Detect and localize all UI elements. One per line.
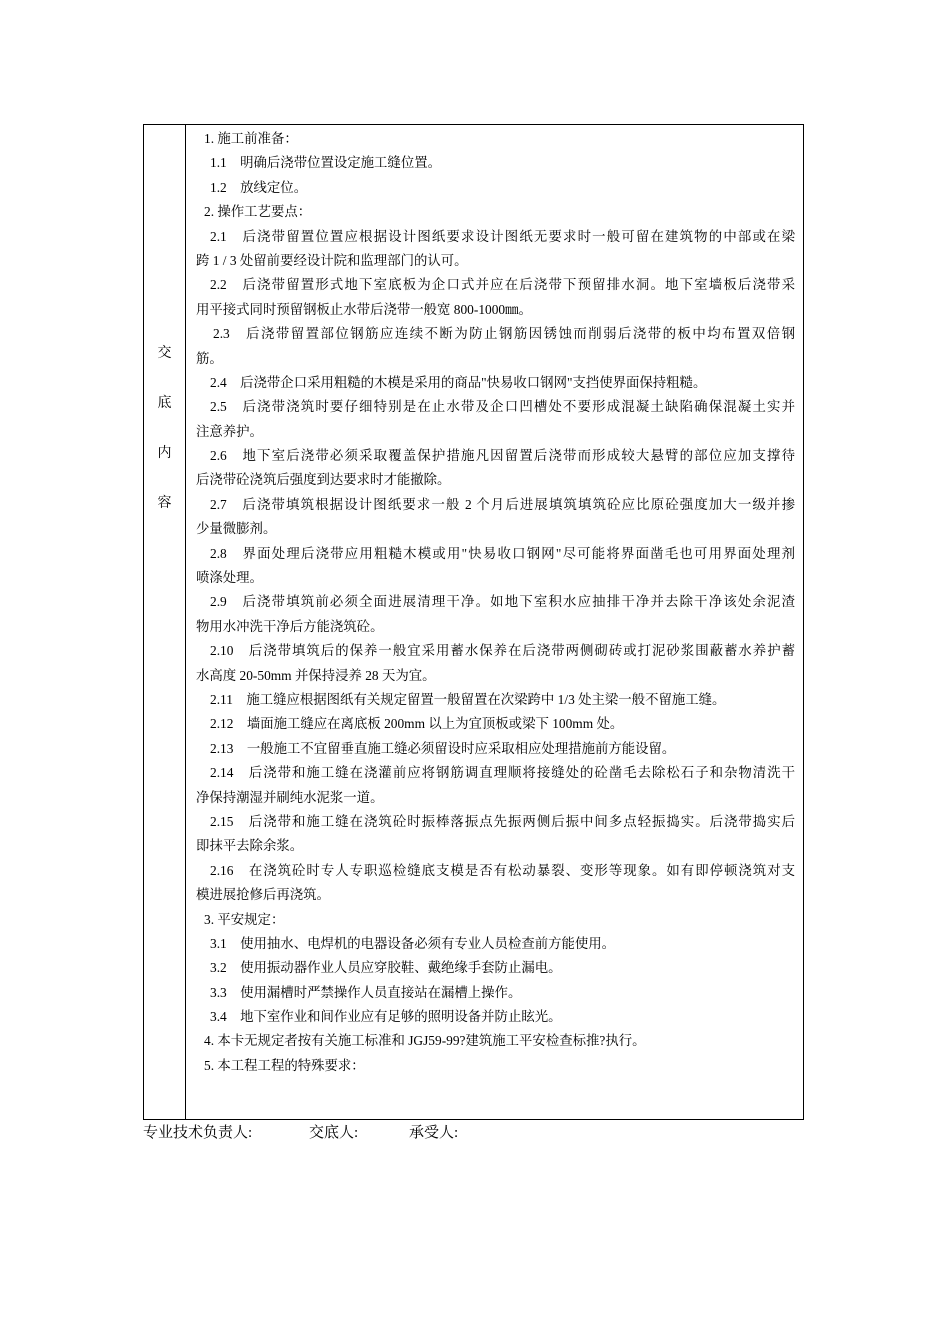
tech-lead-label: 专业技术负责人: (143, 1125, 253, 1141)
list-item: 2.1 后浇带留置位置应根据设计图纸要求设计图纸无要求时一般可留在建筑物的中部或在梁 (210, 228, 795, 244)
list-item-continuation: 跨 1 / 3 处留前要经设计院和监理部门的认可。 (196, 252, 468, 268)
section-label-char: 容 (157, 496, 172, 511)
section-heading: 4. 本卡无规定者按有关施工标准和 JGJ59-99?建筑施工平安检查标推?执行。 (204, 1033, 646, 1049)
section-heading: 5. 本工程工程的特殊要求： (204, 1057, 365, 1073)
list-item: 2.9 后浇带填筑前必须全面进展清理干净。如地下室积水应抽排干净并去除干净该处余泥渣 (210, 594, 795, 610)
list-item: 3.3 使用漏槽时严禁操作人员直接站在漏槽上操作。 (210, 984, 522, 1000)
list-item-continuation: 模进展抢修后再浇筑。 (196, 887, 330, 903)
list-item-continuation: 物用水冲洗干净后方能浇筑砼。 (196, 618, 384, 634)
list-item: 2.6 地下室后浇带必须采取覆盖保护措施凡因留置后浇带而形成较大悬臂的部位应加支撑待 (210, 448, 795, 464)
list-item: 2.16 在浇筑砼时专人专职巡检缝底支模是否有松动暴裂、变形等现象。如有即停顿浇筑对支 (210, 862, 795, 878)
list-item-continuation: 少量微膨剂。 (196, 521, 277, 537)
list-item-continuation: 筋。 (196, 350, 223, 366)
list-item: 3.4 地下室作业和间作业应有足够的照明设备并防止眩光。 (210, 1009, 562, 1025)
list-item: 3.2 使用振动器作业人员应穿胶鞋、戴绝缘手套防止漏电。 (210, 960, 562, 976)
list-item: 1.2 放线定位。 (210, 179, 308, 195)
list-item: 2.10 后浇带填筑后的保养一般宜采用蓄水保养在后浇带两侧砌砖或打泥砂浆围蔽蓄水养护蓄 (210, 643, 795, 659)
section-heading: 3. 平安规定： (204, 911, 285, 927)
list-item: 2.8 界面处理后浇带应用粗糙木模或用"快易收口钢网"尽可能将界面凿毛也可用界面处理剂 (210, 545, 795, 561)
section-heading: 1. 施工前准备： (204, 131, 298, 146)
section-label-char: 交 (157, 346, 172, 361)
list-item: 2.7 后浇带填筑根据设计图纸要求一般 2 个月后进展填筑填筑砼应比原砼强度加大一级并掺 (210, 496, 795, 512)
list-item-continuation: 水高度 20-50mm 并保持浸养 28 天为宜。 (196, 667, 436, 683)
signature-footer (143, 1122, 804, 1144)
list-item-continuation: 净保持潮湿并刷纯水泥浆一道。 (196, 789, 384, 805)
list-item-continuation: 后浇带砼浇筑后强度到达要求时才能撤除。 (196, 472, 451, 488)
list-item: 2.5 后浇带浇筑时要仔细特别是在止水带及企口凹槽处不要形成混凝土缺陷确保混凝土实并 (210, 399, 795, 415)
list-item: 2.13 一般施工不宜留垂直施工缝必须留设时应采取相应处理措施前方能设留。 (210, 740, 676, 756)
list-item: 2.2 后浇带留置形式地下室底板为企口式并应在后浇带下预留排水洞。地下室墙板后浇带采 (210, 277, 795, 293)
list-item: 2.12 墙面施工缝应在离底板 200mm 以上为宜顶板或梁下 100mm 处。 (210, 716, 624, 732)
list-item: 2.11 施工缝应根据图纸有关规定留置一般留置在次梁跨中 1/3 处主梁一般不留施工缝。 (210, 691, 726, 707)
list-item-continuation: 即抹平去除余浆。 (196, 838, 304, 854)
section-label-column (144, 125, 186, 1119)
list-item: 2.14 后浇带和施工缝在浇灌前应将钢筋调直理顺将接缝处的砼凿毛去除松石子和杂物清洗干 (210, 765, 795, 781)
section-label-char: 内 (157, 446, 172, 461)
list-item: 2.4 后浇带企口采用粗糙的木模是采用的商品"快易收口钢网"支挡使界面保持粗糙。 (210, 374, 707, 390)
handover-person-label: 交底人: (309, 1125, 359, 1141)
list-item: 1.1 明确后浇带位置设定施工缝位置。 (210, 155, 441, 171)
section-label-char: 底 (157, 396, 172, 411)
list-item: 2.15 后浇带和施工缝在浇筑砼时振棒落振点先振两侧后振中间多点轻振捣实。后浇带捣实后 (210, 813, 795, 829)
list-item: 3.1 使用抽水、电焊机的电器设备必须有专业人员检查前方能使用。 (210, 935, 616, 951)
list-item-continuation: 注意养护。 (196, 423, 263, 439)
handover-table (143, 124, 804, 1120)
list-item: 2.3 后浇带留置部位钢筋应连续不断为防止钢筋因锈蚀而削弱后浇带的板中均布置双倍钢 (213, 326, 795, 342)
list-item-continuation: 用平接式同时预留钢板止水带后浇带一般宽 800-1000㎜。 (196, 301, 532, 317)
section-heading: 2. 操作工艺要点： (204, 204, 312, 220)
list-item-continuation: 喷涤处理。 (196, 570, 263, 586)
receiver-label: 承受人: (409, 1125, 459, 1141)
handover-content (196, 127, 795, 1078)
